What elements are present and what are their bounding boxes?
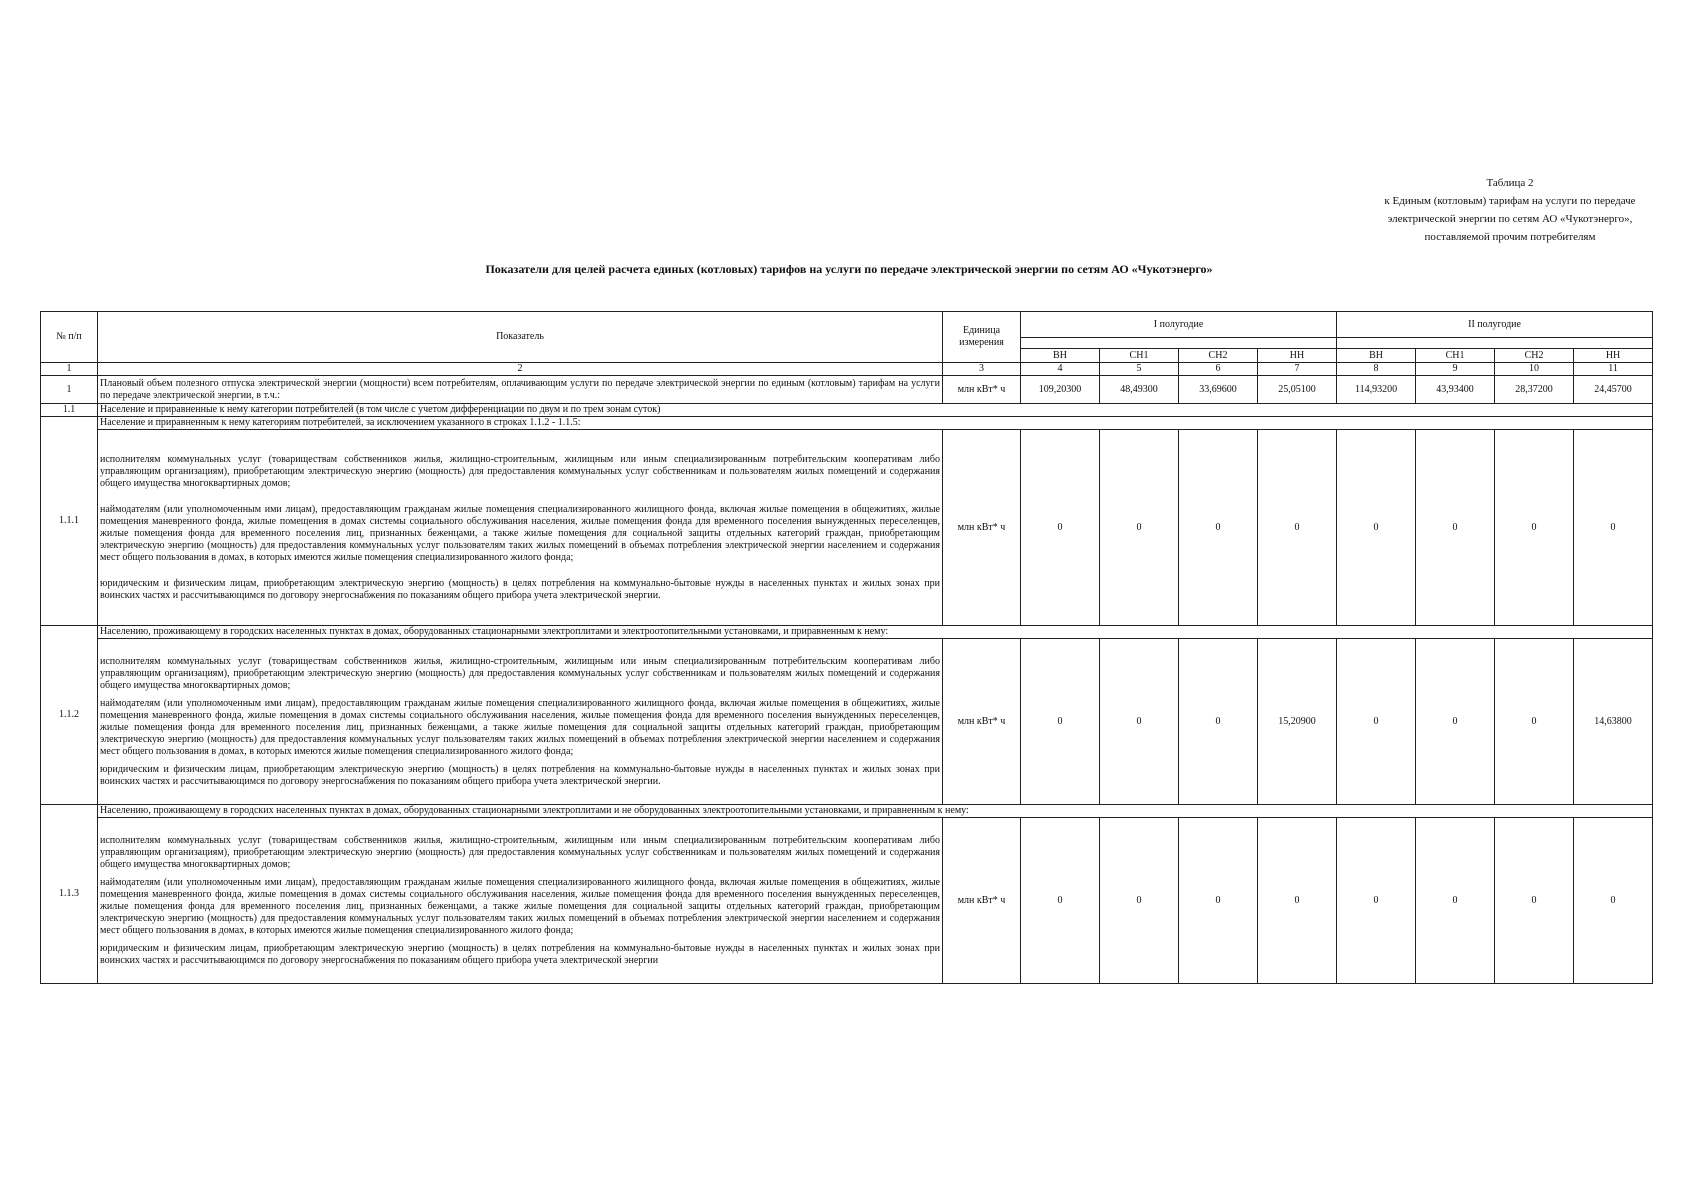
value-cell: 0: [1416, 818, 1495, 984]
row-number: 1: [41, 376, 98, 404]
value-cell: 109,20300: [1021, 376, 1100, 404]
column-number: 7: [1258, 363, 1337, 376]
header-half-1: I полугодие: [1021, 312, 1337, 338]
column-number: 2: [98, 363, 943, 376]
value-cell: 24,45700: [1574, 376, 1653, 404]
column-number: 9: [1416, 363, 1495, 376]
header-level: СН2: [1179, 349, 1258, 363]
value-cell: 0: [1179, 818, 1258, 984]
column-number: 1: [41, 363, 98, 376]
row-unit: млн кВт* ч: [943, 376, 1021, 404]
value-cell: 0: [1337, 639, 1416, 805]
row-unit: млн кВт* ч: [943, 639, 1021, 805]
table-row: [41, 417, 1653, 430]
column-number: 11: [1574, 363, 1653, 376]
header-indicator: Показатель: [98, 312, 943, 363]
value-cell: 0: [1258, 818, 1337, 984]
value-cell: 15,20900: [1258, 639, 1337, 805]
paragraph: исполнителям коммунальных услуг (товариществам собственников жилья, жилищно-строительным, жилищным или иным специализированным потребительским кооперативам либо управляющим организациям), приобретающим электрическую энергию (мощность) для предоставления коммунальных услуг собственникам и пользователям жилых помещений и содержания общего имущества многоквартирных домов;: [100, 834, 940, 870]
annex-line-table-number: Таблица 2: [1486, 177, 1534, 189]
value-cell: 0: [1495, 430, 1574, 626]
header-level: НН: [1574, 349, 1653, 363]
value-cell: 43,93400: [1416, 376, 1495, 404]
value-cell: 33,69600: [1179, 376, 1258, 404]
value-cell: 0: [1416, 639, 1495, 805]
paragraph: юридическим и физическим лицам, приобретающим электрическую энергию (мощность) в целях потребления на коммунально-бытовые нужды в населенных пунктах и жилых зонах при воинских частях и рассчитывающимся по договору энергоснабжения по показаниям общего прибора учета электрической энергии.: [100, 577, 940, 601]
table-row: [41, 430, 1653, 626]
column-number: 10: [1495, 363, 1574, 376]
group-heading: Населению, проживающему в городских населенных пунктах в домах, оборудованных стационарными электроплитами и не оборудованных электроотопительными установками, и приравненным к нему:: [98, 805, 1653, 818]
annex-line: электрической энергии по сетям АО «Чукотэнерго»,: [1387, 213, 1633, 225]
group-heading: Население и приравненным к нему категориям потребителей, за исключением указанного в строках 1.1.2 - 1.1.5:: [98, 417, 1653, 430]
header-level: НН: [1258, 349, 1337, 363]
value-cell: 0: [1021, 430, 1100, 626]
table-row: [41, 376, 1653, 404]
value-cell: 0: [1100, 818, 1179, 984]
header-no: № п/п: [41, 312, 98, 363]
paragraph: наймодателям (или уполномоченным ими лицам), предоставляющим гражданам жилые помещения специализированного жилищного фонда, включая жилые помещения в общежитиях, жилые помещения маневренного фонда, жилые помещения в домах системы социального обслуживания населения, жилые помещения фонда для временного поселения вынужденных переселенцев, жилые помещения фонда для временного поселения лиц, признанных беженцами, а также жилые помещения для социальной защиты отдельных категорий граждан, приобретающим электрическую энергию (мощность) для предоставления коммунальных услуг пользователям таких жилых помещений в объемах потребления электрической энергии населением и содержания мест общего пользования в домах, в которых имеются жилые помещения специализированного жилого фонда;: [100, 697, 940, 757]
row-text: Плановый объем полезного отпуска электрической энергии (мощности) всем потребителям, оплачивающим услуги по передаче электрической энергии по единым (котловым) тарифам на услуги по передаче электрической энергии, в т.ч.:: [98, 376, 943, 404]
value-cell: 0: [1179, 639, 1258, 805]
row-unit: млн кВт* ч: [943, 818, 1021, 984]
value-cell: 28,37200: [1495, 376, 1574, 404]
paragraph: наймодателям (или уполномоченным ими лицам), предоставляющим гражданам жилые помещения специализированного жилищного фонда, включая жилые помещения в общежитиях, жилые помещения маневренного фонда, жилые помещения в домах системы социального обслуживания населения, жилые помещения фонда для временного поселения вынужденных переселенцев, жилые помещения фонда для временного поселения лиц, признанных беженцами, а также жилые помещения для социальной защиты отдельных категорий граждан, приобретающим электрическую энергию (мощность) для предоставления коммунальных услуг пользователям таких жилых помещений в объемах потребления электрической энергии населением и содержания мест общего пользования в домах, в которых имеются жилые помещения специализированного жилого фонда;: [100, 876, 940, 936]
value-cell: 25,05100: [1258, 376, 1337, 404]
row-number: 1.1.1: [41, 417, 98, 626]
table-row: [41, 639, 1653, 805]
table-row: [41, 805, 1653, 818]
column-number: 5: [1100, 363, 1179, 376]
table-row: [41, 626, 1653, 639]
value-cell: 0: [1258, 430, 1337, 626]
value-cell: 0: [1021, 639, 1100, 805]
value-cell: 0: [1416, 430, 1495, 626]
header-level: СН1: [1100, 349, 1179, 363]
annex-line: поставляемой прочим потребителям: [1424, 231, 1596, 243]
row-text: Население и приравненные к нему категории потребителей (в том числе с учетом дифференциации по двум и по трем зонам суток): [98, 404, 1653, 417]
value-cell: 0: [1337, 430, 1416, 626]
header-spacer: [1337, 338, 1653, 349]
header-spacer: [1021, 338, 1337, 349]
paragraph: исполнителям коммунальных услуг (товариществам собственников жилья, жилищно-строительным, жилищным или иным специализированным потребительским кооперативам либо управляющим организациям), приобретающим электрическую энергию (мощность) для предоставления коммунальных услуг собственникам и пользователям жилых помещений и содержания общего имущества многоквартирных домов;: [100, 453, 940, 489]
column-number: 8: [1337, 363, 1416, 376]
annex-line: к Единым (котловым) тарифам на услуги по передаче: [1384, 195, 1636, 207]
row-number: 1.1: [41, 404, 98, 417]
value-cell: 0: [1100, 639, 1179, 805]
value-cell: 0: [1574, 818, 1653, 984]
annex-block: [1320, 174, 1698, 246]
row-unit: млн кВт* ч: [943, 430, 1021, 626]
table-row: [41, 404, 1653, 417]
column-number: 3: [943, 363, 1021, 376]
value-cell: 0: [1021, 818, 1100, 984]
paragraph: юридическим и физическим лицам, приобретающим электрическую энергию (мощность) в целях потребления на коммунально-бытовые нужды в населенных пунктах и жилых зонах при воинских частях и рассчитывающимся по договору энергоснабжения по показаниям общего прибора учета электрической энергии: [100, 942, 940, 966]
row-text: [98, 818, 943, 984]
table-row: [41, 818, 1653, 984]
header-level: ВН: [1337, 349, 1416, 363]
column-number: 6: [1179, 363, 1258, 376]
paragraph: юридическим и физическим лицам, приобретающим электрическую энергию (мощность) в целях потребления на коммунально-бытовые нужды в населенных пунктах и жилых зонах при воинских частях и рассчитывающимся по договору энергоснабжения по показаниям общего прибора учета электрической энергии.: [100, 763, 940, 787]
paragraph: наймодателям (или уполномоченным ими лицам), предоставляющим гражданам жилые помещения специализированного жилищного фонда, включая жилые помещения в общежитиях, жилые помещения маневренного фонда, жилые помещения в домах системы социального обслуживания населения, жилые помещения фонда для временного поселения вынужденных переселенцев, жилые помещения фонда для временного поселения лиц, признанных беженцами, а также жилые помещения для социальной защиты отдельных категорий граждан, приобретающим электрическую энергию (мощность) для предоставления коммунальных услуг пользователям таких жилых помещений в объемах потребления электрической энергии населением и содержания мест общего пользования в домах, в которых имеются жилые помещения специализированного жилого фонда;: [100, 503, 940, 563]
value-cell: 0: [1179, 430, 1258, 626]
value-cell: 0: [1337, 818, 1416, 984]
header-unit: Единица измерения: [943, 312, 1021, 363]
row-text: [98, 639, 943, 805]
value-cell: 14,63800: [1574, 639, 1653, 805]
header-level: ВН: [1021, 349, 1100, 363]
value-cell: 0: [1574, 430, 1653, 626]
value-cell: 0: [1495, 818, 1574, 984]
row-number: 1.1.2: [41, 626, 98, 805]
group-heading: Населению, проживающему в городских населенных пунктах в домах, оборудованных стационарными электроплитами и электроотопительными установками, и приравненным к нему:: [98, 626, 1653, 639]
row-text: [98, 430, 943, 626]
value-cell: 0: [1100, 430, 1179, 626]
document-title: Показатели для целей расчета единых (котловых) тарифов на услуги по передаче электрической энергии по сетям АО «Чукотэнерго»: [485, 262, 1213, 276]
column-number: 4: [1021, 363, 1100, 376]
tariff-table: [40, 311, 1653, 984]
header-half-2: II полугодие: [1337, 312, 1653, 338]
value-cell: 48,49300: [1100, 376, 1179, 404]
value-cell: 114,93200: [1337, 376, 1416, 404]
paragraph: исполнителям коммунальных услуг (товариществам собственников жилья, жилищно-строительным, жилищным или иным специализированным потребительским кооперативам либо управляющим организациям), приобретающим электрическую энергию (мощность) для предоставления коммунальных услуг собственникам и пользователям жилых помещений и содержания общего имущества многоквартирных домов;: [100, 655, 940, 691]
header-level: СН1: [1416, 349, 1495, 363]
value-cell: 0: [1495, 639, 1574, 805]
header-level: СН2: [1495, 349, 1574, 363]
row-number: 1.1.3: [41, 805, 98, 984]
